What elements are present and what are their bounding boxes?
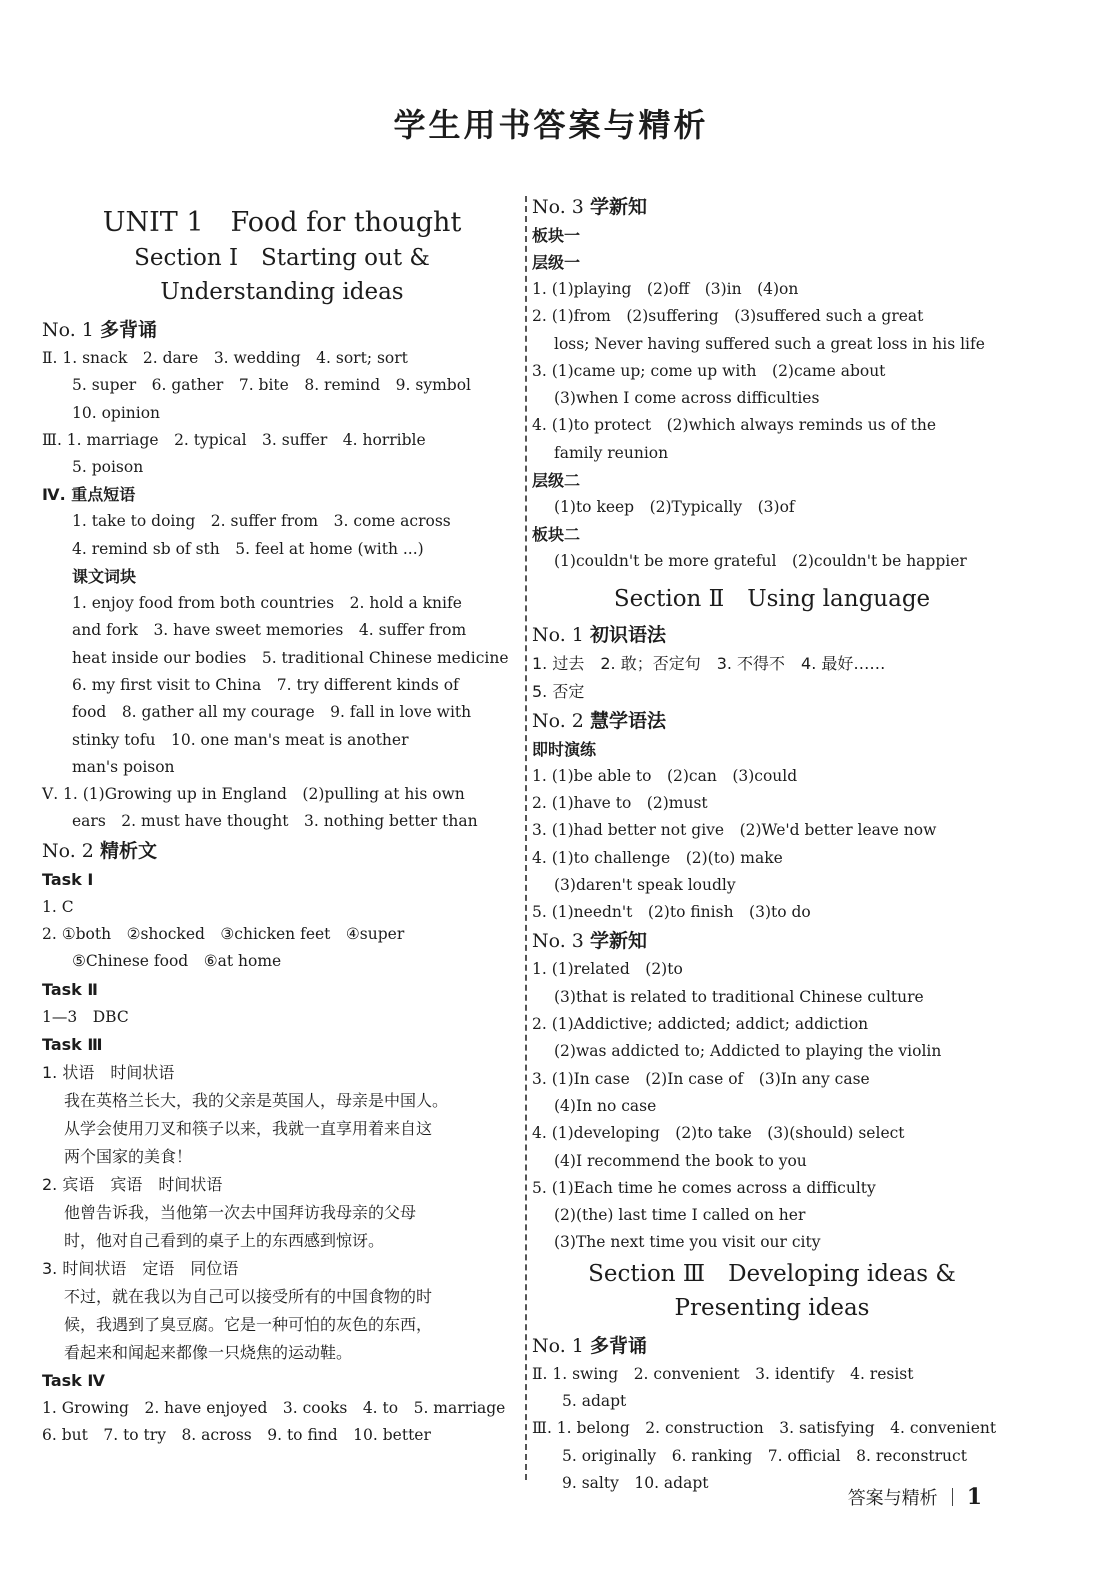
answer-line: 1. (1)be able to (2)can (3)could — [532, 766, 798, 785]
footer-separator — [952, 1488, 953, 1506]
answer-line: 1—3 DBC — [42, 1007, 129, 1026]
practice-heading: 即时演练 — [532, 739, 597, 759]
answer-line: Ⅴ. 1. (1)Growing up in England (2)pulling at his own — [42, 785, 465, 804]
answer-line: Ⅲ. 1. belong 2. construction 3. satisfying 4. convenient — [532, 1419, 997, 1438]
level-2-heading: 层级二 — [532, 471, 581, 491]
answer-line: (3)that is related to traditional Chinese culture — [554, 987, 924, 1006]
answer-line: (2)(the) last time I called on her — [554, 1206, 806, 1225]
column-divider — [525, 196, 527, 1480]
answer-line: 4. (1)to challenge (2)(to) make — [532, 848, 783, 867]
unit-title: UNIT 1 Food for thought — [102, 207, 462, 238]
no2-heading — [42, 836, 522, 866]
level-1-heading: 层级一 — [532, 253, 581, 272]
answer-line: (2)was addicted to; Addicted to playing the violin — [554, 1042, 942, 1061]
task-3-item-head: 2. 宾语 宾语 时间状语 — [42, 1174, 223, 1194]
answer-line: 5. super 6. gather 7. bite 8. remind 9. symbol — [72, 376, 472, 395]
no1-heading — [42, 315, 522, 345]
no2b-label: No. 2 — [532, 709, 584, 732]
answer-line: (3)when I come across difficulties — [554, 389, 820, 408]
left-column — [42, 192, 522, 1450]
answer-line: 5. (1)needn't (2)to finish (3)to do — [532, 903, 811, 922]
block-2-heading: 板块二 — [532, 525, 581, 545]
answer-line: 1. enjoy food from both countries 2. hold a knife — [72, 594, 462, 613]
answer-line: 2. ①both ②shocked ③chicken feet ④super — [42, 925, 405, 944]
no1b-title: 初识语法 — [589, 623, 666, 646]
no3-title: 学新知 — [589, 196, 647, 218]
answer-line: 5. poison — [72, 458, 144, 477]
text-chunks-heading: 课文词块 — [72, 567, 137, 587]
answer-line: Ⅲ. 1. marriage 2. typical 3. suffer 4. horrible — [42, 430, 426, 449]
section-2-heading: Section Ⅱ Using language — [613, 585, 931, 612]
task-3-item-head: 3. 时间状语 定语 同位语 — [42, 1258, 239, 1278]
task-4-heading: Task Ⅳ — [42, 1370, 105, 1390]
answer-line: (1)couldn't be more grateful (2)couldn't be happier — [554, 552, 967, 571]
answer-line: 5. adapt — [562, 1392, 627, 1411]
no3b-label: No. 3 — [532, 930, 584, 953]
answer-line: ⑤Chinese food ⑥at home — [72, 952, 282, 971]
answer-line: (3)daren't speak loudly — [554, 875, 736, 894]
answer-line: loss; Never having suffered such a great loss in his life — [554, 334, 985, 353]
right-column — [532, 192, 1012, 1497]
no3b-heading — [532, 926, 1012, 956]
answer-line: and fork 3. have sweet memories 4. suffer from — [72, 621, 467, 640]
answer-line: 10. opinion — [72, 403, 161, 422]
answer-line: (4)In no case — [554, 1096, 657, 1115]
section-1-heading — [42, 241, 522, 309]
task-3-heading: Task Ⅲ — [42, 1034, 103, 1054]
answer-line: heat inside our bodies 5. traditional Chinese medicine — [72, 648, 509, 667]
translation-line: 从学会使用刀叉和筷子以来，我就一直享用着来自这 — [64, 1118, 433, 1138]
answer-line: 2. (1)Addictive; addicted; addict; addiction — [532, 1015, 869, 1034]
task-3-item-head: 1. 状语 时间状语 — [42, 1062, 175, 1082]
answer-line: man's poison — [72, 757, 175, 776]
answer-line: stinky tofu 10. one man's meat is another — [72, 730, 409, 749]
answer-line: 4. (1)to protect (2)which always reminds us of the — [532, 416, 936, 435]
answer-line: (4)I recommend the book to you — [554, 1151, 807, 1170]
no3-label: No. 3 — [532, 196, 584, 218]
page-title: 学生用书答案与精析 — [393, 106, 709, 144]
no1-label: No. 1 — [42, 319, 94, 341]
translation-line: 看起来和闻起来都像一只烧焦的运动鞋。 — [64, 1342, 353, 1362]
answer-line: 3. (1)had better not give (2)We'd better leave now — [532, 821, 937, 840]
answer-line: 6. but 7. to try 8. across 9. to find 10. better — [42, 1426, 431, 1445]
no1c-label: No. 1 — [532, 1334, 584, 1357]
section-3-heading — [532, 1257, 1012, 1325]
answer-line: 2. (1)from (2)suffering (3)suffered such a great — [532, 307, 924, 326]
translation-line: 时，他对自己看到的桌子上的东西感到惊讶。 — [64, 1230, 385, 1250]
answer-line: 1. 过去 2. 敢；否定句 3. 不得不 4. 最好…… — [532, 653, 886, 673]
answer-line: 5. 否定 — [532, 681, 585, 701]
translation-line: 不过，就在我以为自己可以接受所有的中国食物的时 — [64, 1286, 433, 1306]
section-1-line2: Understanding ideas — [160, 279, 404, 305]
answer-line: 9. salty 10. adapt — [562, 1473, 709, 1492]
answer-line: 2. (1)have to (2)must — [532, 793, 708, 812]
answer-line: 3. (1)In case (2)In case of (3)In any case — [532, 1069, 870, 1088]
answer-line: 1. (1)playing (2)off (3)in (4)on — [532, 280, 799, 298]
no1c-heading — [532, 1331, 1012, 1361]
no1b-label: No. 1 — [532, 623, 584, 646]
answer-line: (3)The next time you visit our city — [554, 1233, 821, 1252]
no1-lines — [42, 345, 522, 481]
answer-line: Ⅱ. 1. snack 2. dare 3. wedding 4. sort; sort — [42, 349, 408, 367]
key-phrases-heading: Ⅳ. 重点短语 — [42, 485, 136, 505]
section-3-line2: Presenting ideas — [674, 1294, 870, 1321]
section-3-line1: Section Ⅲ Developing ideas & — [588, 1260, 956, 1287]
no3-heading — [532, 192, 1012, 222]
answer-line: 5. (1)Each time he comes across a difficulty — [532, 1178, 876, 1197]
answer-line: food 8. gather all my courage 9. fall in love with — [72, 703, 472, 722]
translation-line: 我在英格兰长大，我的父亲是英国人，母亲是中国人。 — [64, 1090, 449, 1110]
no1-title: 多背诵 — [99, 319, 157, 341]
answer-line: family reunion — [554, 443, 669, 462]
page-footer — [848, 1484, 982, 1510]
no1c-title: 多背诵 — [589, 1334, 647, 1357]
no2b-heading — [532, 706, 1012, 736]
no2-label: No. 2 — [42, 839, 94, 862]
answer-line: ears 2. must have thought 3. nothing better than — [72, 812, 478, 831]
block-1-heading: 板块一 — [532, 226, 581, 245]
answer-line: 4. remind sb of sth 5. feel at home (with ...) — [72, 539, 424, 558]
answer-line: 3. (1)came up; come up with (2)came about — [532, 361, 886, 380]
answer-line: 5. originally 6. ranking 7. official 8. reconstruct — [562, 1446, 967, 1465]
no3b-title: 学新知 — [589, 930, 647, 953]
no2b-title: 慧学语法 — [589, 709, 666, 732]
answer-line: (1)to keep (2)Typically (3)of — [554, 498, 795, 517]
answer-line: 1. (1)related (2)to — [532, 960, 683, 979]
section-1-line1: Section Ⅰ Starting out & — [134, 245, 430, 271]
answer-line: 1. C — [42, 897, 74, 916]
answer-line: 1. take to doing 2. suffer from 3. come across — [72, 512, 451, 531]
no2-title: 精析文 — [99, 839, 157, 862]
page-number: 1 — [966, 1484, 982, 1510]
footer-label: 答案与精析 — [847, 1488, 938, 1509]
answer-line: 1. Growing 2. have enjoyed 3. cooks 4. to 5. marriage — [42, 1398, 506, 1417]
translation-line: 两个国家的美食！ — [64, 1146, 193, 1166]
translation-line: 候，我遇到了臭豆腐。它是一种可怕的灰色的东西， — [64, 1314, 433, 1334]
task-1-heading: Task Ⅰ — [42, 869, 94, 889]
answer-line: Ⅱ. 1. swing 2. convenient 3. identify 4. resist — [532, 1364, 914, 1383]
answer-line: 6. my first visit to China 7. try different kinds of — [72, 675, 459, 694]
answer-line: 4. (1)developing (2)to take (3)(should) select — [532, 1124, 905, 1143]
translation-line: 他曾告诉我，当他第一次去中国拜访我母亲的父母 — [64, 1202, 417, 1222]
no1b-heading — [532, 620, 1012, 650]
task-2-heading: Task Ⅱ — [42, 979, 98, 999]
